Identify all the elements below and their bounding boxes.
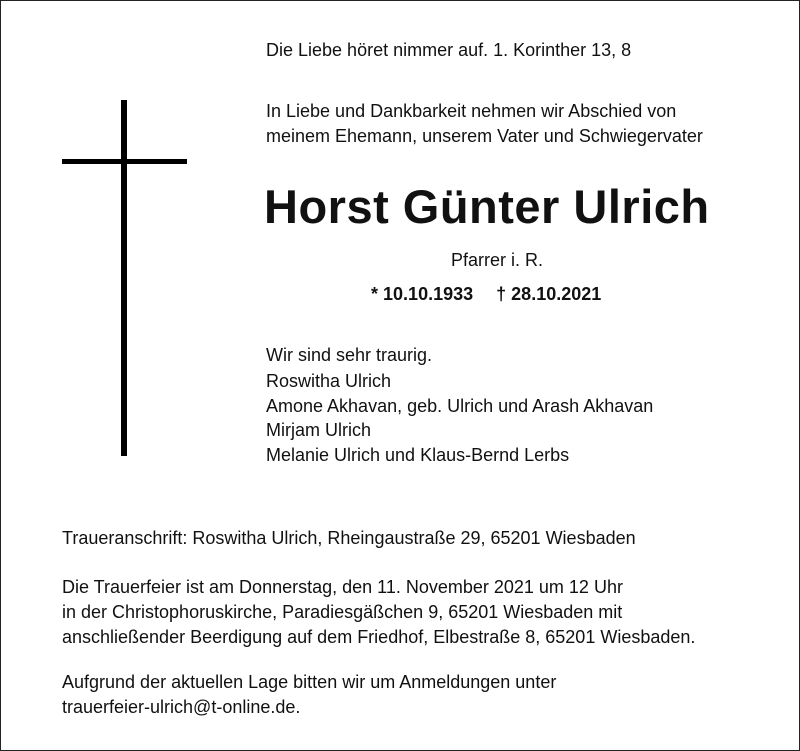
mourner-name: Mirjam Ulrich [266,420,371,440]
mourner-name: Roswitha Ulrich [266,371,392,391]
intro-line: meinem Ehemann, unserem Vater und Schwiegervater [266,126,703,146]
cross-icon-vertical-bar [121,100,127,456]
scripture-quote: Die Liebe höret nimmer auf. 1. Korinther 13, 8 [266,40,632,60]
intro-line: In Liebe und Dankbarkeit nehmen wir Abschied von [266,101,677,121]
birth-symbol: * [371,284,379,304]
mourner-name: Melanie Ulrich und Klaus-Bernd Lerbs [266,444,570,465]
deceased-title: Pfarrer i. R. [451,250,544,270]
life-dates [371,282,601,306]
registration-notice [62,670,556,720]
mourning-statement: Wir sind sehr traurig. [266,345,433,365]
funeral-line: anschließender Beerdigung auf dem Friedhof, Elbestraße 8, 65201 Wiesbaden. [62,627,696,647]
death-symbol: † [496,284,507,304]
cross-icon-horizontal-bar [62,159,187,164]
intro-text [266,99,703,149]
funeral-details [62,575,695,650]
funeral-line: in der Christophoruskirche, Paradiesgäßchen 9, 65201 Wiesbaden mit [62,602,623,622]
mourner-name: Amone Akhavan, geb. Ulrich und Arash Akhavan [266,395,654,416]
funeral-line: Die Trauerfeier ist am Donnerstag, den 11. November 2021 um 12 Uhr [62,577,623,597]
mourners-list [266,369,653,467]
deceased-name: Horst Günter Ulrich [264,180,710,233]
registration-email: trauerfeier-ulrich@t-online.de. [62,697,301,717]
mourning-address: Traueranschrift: Roswitha Ulrich, Rheingaustraße 29, 65201 Wiesbaden [62,528,636,548]
birth-date: 10.10.1933 [383,284,474,304]
death-group [496,282,601,306]
death-date: 28.10.2021 [511,284,602,304]
registration-line: Aufgrund der aktuellen Lage bitten wir um Anmeldungen unter [62,672,557,692]
